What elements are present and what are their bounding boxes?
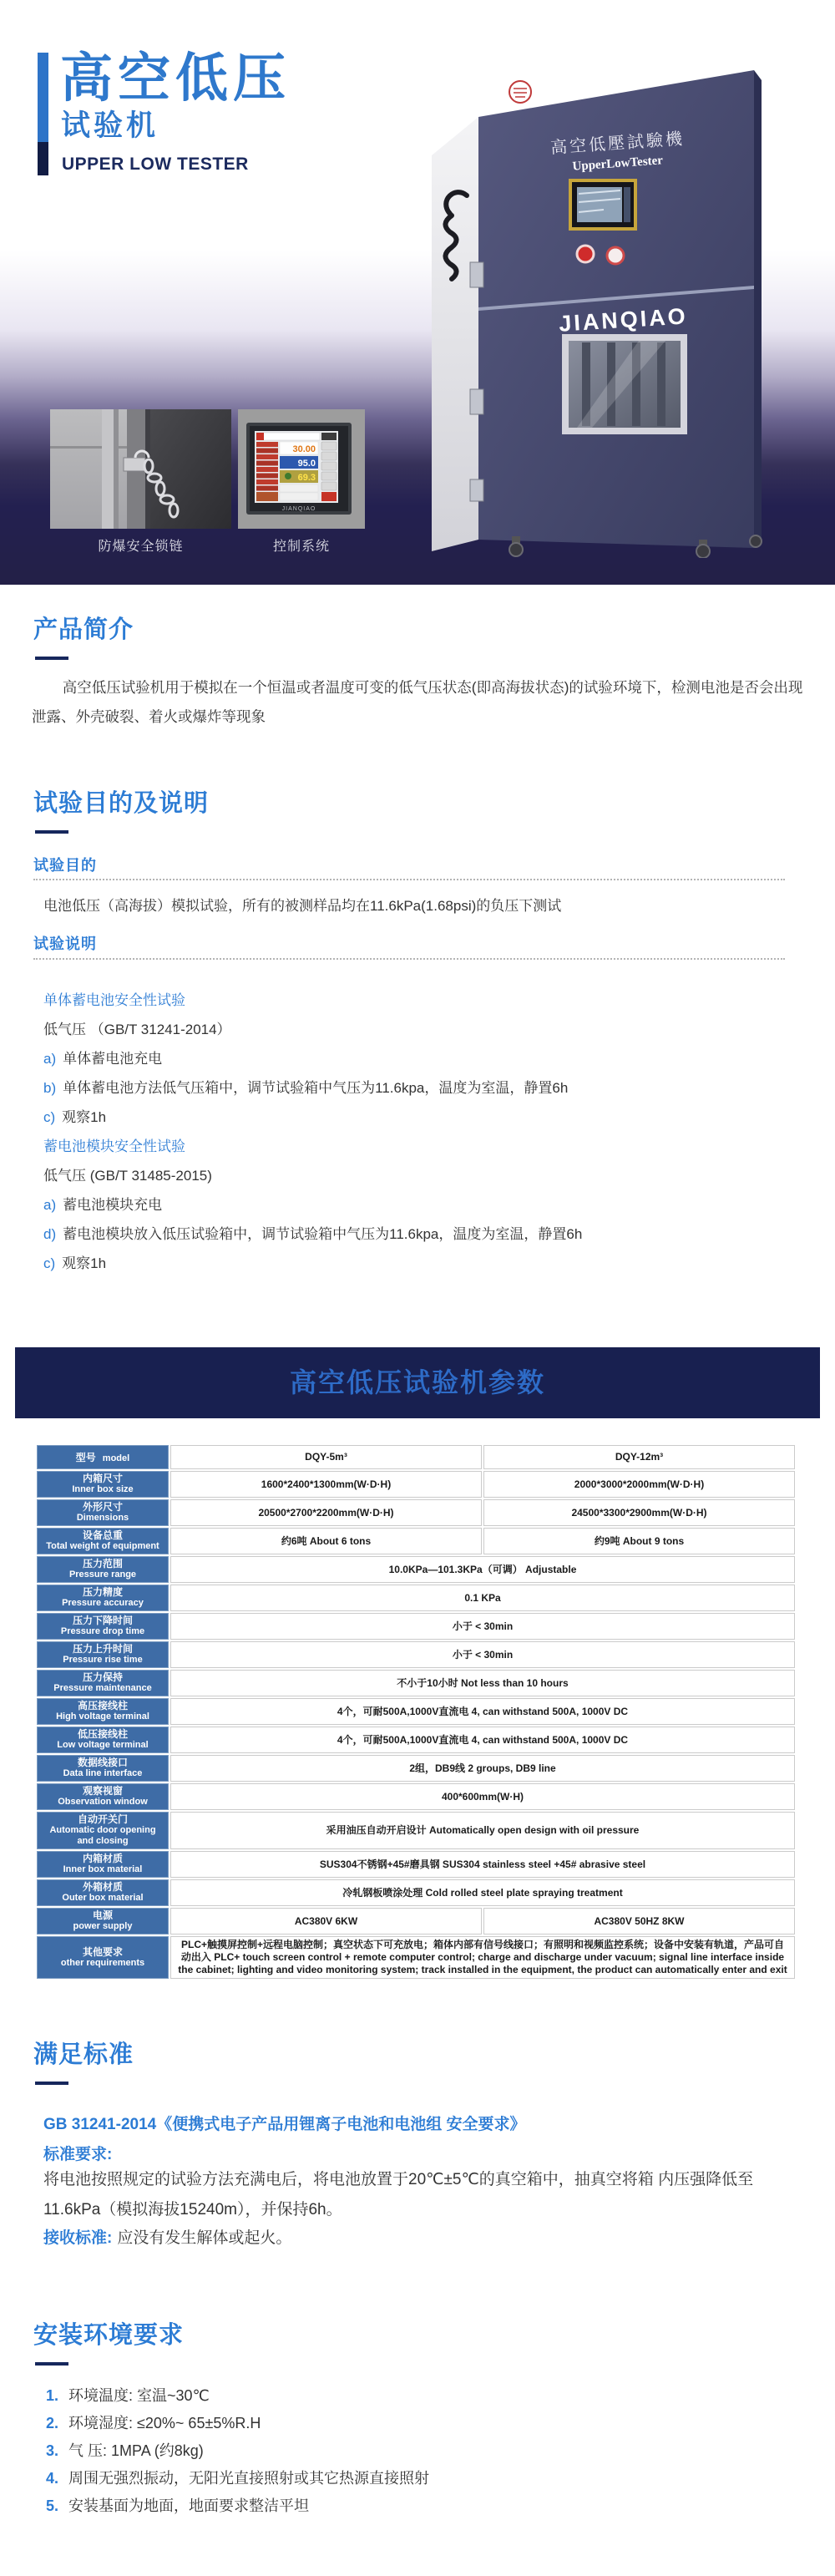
param-label-en: Total weight of equipment bbox=[46, 1541, 159, 1551]
param-label-cn: 压力保持 bbox=[82, 1671, 123, 1683]
install-item bbox=[46, 2437, 797, 2465]
param-value: 1600*2400*1300mm(W·D·H) bbox=[170, 1471, 482, 1498]
param-row bbox=[37, 1879, 795, 1906]
install-item bbox=[46, 2382, 797, 2410]
param-label bbox=[37, 1727, 169, 1753]
machine-label-en: UpperLowTester bbox=[571, 154, 664, 174]
param-label bbox=[37, 1528, 169, 1554]
param-value: AC380V 50HZ 8KW bbox=[483, 1908, 795, 1935]
hinge-photo-strip-dark bbox=[114, 409, 119, 529]
param-label-cn: 设备总重 bbox=[82, 1529, 123, 1541]
param-label-en: Outer box material bbox=[62, 1893, 144, 1903]
param-value: 24500*3300*2900mm(W·D·H) bbox=[483, 1499, 795, 1526]
test-item bbox=[43, 1220, 795, 1249]
param-label bbox=[37, 1556, 169, 1583]
param-label-cn: 其他要求 bbox=[82, 1945, 123, 1958]
test-item-prefix: b) bbox=[43, 1080, 57, 1096]
test-purpose-rule bbox=[33, 879, 785, 880]
test-purpose-label: 试验目的 bbox=[33, 857, 97, 874]
param-value: AC380V 6KW bbox=[170, 1908, 482, 1935]
machine-seal-marks bbox=[514, 89, 527, 97]
machine-caster-3 bbox=[750, 535, 762, 547]
param-row bbox=[37, 1755, 795, 1782]
test-item bbox=[43, 1073, 795, 1103]
page-title-en: UPPER LOW TESTER bbox=[62, 155, 249, 174]
param-label-en: Observation window bbox=[58, 1797, 148, 1807]
standards-heading: 满足标准 bbox=[33, 2041, 134, 2068]
param-label-cn: 压力下降时间 bbox=[72, 1615, 133, 1626]
intro-heading: 产品简介 bbox=[33, 616, 134, 643]
param-value: 20500*2700*2200mm(W·D·H) bbox=[170, 1499, 482, 1526]
test-item bbox=[43, 1190, 795, 1220]
title-accent-bar-blue bbox=[38, 53, 48, 142]
param-value: 采用油压自动开启设计 Automatically open design with oil pressure bbox=[170, 1812, 795, 1849]
param-value: 约6吨 About 6 tons bbox=[170, 1528, 482, 1554]
controller-photo bbox=[238, 409, 365, 529]
param-value: 10.0KPa—101.3KPa（可调） Adjustable bbox=[170, 1556, 795, 1583]
param-row bbox=[37, 1445, 795, 1469]
test-item-text: 单体蓄电池方法低气压箱中，调节试验箱中气压为11.6kpa，温度为室温，静置6h bbox=[63, 1080, 569, 1096]
install-item-number: 3. bbox=[46, 2442, 59, 2459]
test-item-text: 蓄电池模块充电 bbox=[63, 1197, 163, 1213]
install-item bbox=[46, 2410, 797, 2437]
param-row bbox=[37, 1471, 795, 1498]
test-item-text: 蓄电池模块安全性试验 bbox=[43, 1138, 185, 1154]
standards-heading-rule bbox=[35, 2082, 68, 2085]
param-label bbox=[37, 1445, 169, 1469]
param-label-en: Inner box size bbox=[72, 1484, 134, 1494]
param-label bbox=[37, 1936, 169, 1979]
param-label-en: Pressure rise time bbox=[63, 1655, 143, 1665]
param-row bbox=[37, 1585, 795, 1611]
param-label-cn: 型号 bbox=[75, 1451, 96, 1463]
hinge-photo-caption: 防爆安全锁链 bbox=[98, 540, 184, 554]
param-value: 约9吨 About 9 tons bbox=[483, 1528, 795, 1554]
test-item-prefix: c) bbox=[43, 1255, 56, 1271]
param-row bbox=[37, 1528, 795, 1554]
install-item-text: 安装基面为地面，地面要求整洁平坦 bbox=[68, 2497, 310, 2514]
param-label bbox=[37, 1908, 169, 1935]
param-row bbox=[37, 1908, 795, 1935]
param-label-en: Pressure range bbox=[68, 1569, 137, 1580]
param-label-en: High voltage terminal bbox=[56, 1711, 149, 1722]
param-label-en: Automatic door opening and closing bbox=[49, 1825, 156, 1846]
test-item-prefix: a) bbox=[43, 1051, 57, 1067]
test-heading: 试验目的及说明 bbox=[33, 790, 210, 817]
test-item-text: 低气压 (GB/T 31485-2015) bbox=[43, 1168, 212, 1184]
standard-acceptance-text: 应没有发生解体或起火。 bbox=[117, 2229, 292, 2247]
test-item bbox=[43, 986, 795, 1015]
param-label-cn: 压力范围 bbox=[82, 1558, 123, 1569]
test-desc-label: 试验说明 bbox=[33, 936, 97, 952]
param-label bbox=[37, 1613, 169, 1640]
param-row bbox=[37, 1499, 795, 1526]
param-row bbox=[37, 1727, 795, 1753]
param-label-cn: 内箱尺寸 bbox=[82, 1473, 123, 1484]
hinge-bracket bbox=[124, 458, 145, 471]
machine-label-cn: 高空低壓試驗機 bbox=[549, 129, 686, 158]
install-item-text: 气 压: 1MPA (约8kg) bbox=[68, 2442, 204, 2459]
param-label-cn: 低压接线柱 bbox=[77, 1728, 128, 1740]
param-label bbox=[37, 1783, 169, 1810]
install-item-text: 周围无强烈振动，无阳光直接照射或其它热源直接照射 bbox=[68, 2470, 430, 2487]
standard-acceptance-line bbox=[43, 2225, 291, 2248]
test-item-prefix: d) bbox=[43, 1226, 57, 1242]
param-label-en: other requirements bbox=[60, 1957, 145, 1968]
param-value: 冷轧钢板喷涂处理 Cold rolled steel plate spraying treatment bbox=[170, 1879, 795, 1906]
param-row bbox=[37, 1641, 795, 1668]
param-label bbox=[37, 1585, 169, 1611]
page-title: 高空低压 bbox=[60, 49, 291, 108]
controller-tree-icon bbox=[285, 473, 291, 479]
param-value: PLC+触摸屏控制+远程电脑控制；真空状态下可充放电；箱体内部有信号线接口；有照明和视频监控系统；设备中安装有轨道，产品可自动出入 PLC+ touch screen control + remote computer control; charge and discharge under vacuum; signal line interface inside the cabinet; lighting and video monitoring system; track installed in the equipment, the product can automatically enter and exit bbox=[170, 1936, 795, 1979]
controller-side-buttons bbox=[321, 442, 337, 490]
test-items bbox=[43, 986, 795, 1278]
machine-photo bbox=[422, 15, 806, 558]
param-value: 400*600mm(W·H) bbox=[170, 1783, 795, 1810]
machine-right-edge bbox=[754, 70, 762, 548]
param-label-en: Low voltage terminal bbox=[57, 1740, 149, 1750]
controller-row-extra-2 bbox=[280, 493, 318, 500]
controller-titlebar-tag bbox=[256, 433, 264, 440]
param-label-cn: 压力精度 bbox=[82, 1586, 123, 1598]
param-label-cn: 压力上升时间 bbox=[72, 1643, 133, 1655]
param-label-cn: 观察视窗 bbox=[82, 1785, 123, 1797]
params-table bbox=[35, 1443, 797, 1980]
intro-paragraph: 高空低压试验机用于模拟在一个恒温或者温度可变的低气压状态(即高海拔状态)的试验环境下，检测电池是否会出现泄露、外壳破裂、着火或爆炸等现象 bbox=[32, 679, 803, 725]
test-item bbox=[43, 1015, 795, 1044]
test-item-text: 蓄电池模块放入低压试验箱中，调节试验箱中气压为11.6kpa，温度为室温，静置6h bbox=[63, 1226, 583, 1242]
machine-window-rack-4 bbox=[657, 342, 665, 426]
param-label-en: Pressure maintenance bbox=[53, 1683, 152, 1693]
hero-section bbox=[0, 0, 835, 585]
param-label-en: Pressure drop time bbox=[60, 1626, 145, 1636]
machine-brand: JIANQIAO bbox=[558, 303, 689, 337]
param-value: 小于 < 30min bbox=[170, 1613, 795, 1640]
install-heading-rule bbox=[35, 2362, 68, 2366]
install-item-number: 4. bbox=[46, 2470, 59, 2487]
param-row bbox=[37, 1812, 795, 1849]
machine-hinge-3 bbox=[470, 479, 483, 501]
param-label-cn: 高压接线柱 bbox=[77, 1700, 128, 1711]
param-label-en: power supply bbox=[73, 1921, 133, 1931]
standard-acceptance-label: 接收标准: bbox=[43, 2229, 113, 2247]
machine-hinge-1 bbox=[470, 262, 483, 287]
controller-pressure-value: 69.3 bbox=[297, 473, 316, 483]
test-item-text: 低气压 （GB/T 31241-2014） bbox=[43, 1022, 231, 1037]
controller-menu-rows bbox=[256, 442, 278, 501]
param-value: 小于 < 30min bbox=[170, 1641, 795, 1668]
install-item-text: 环境湿度: ≤20%~ 65±5%R.H bbox=[68, 2415, 261, 2431]
intro-heading-rule bbox=[35, 657, 68, 660]
param-value: 4个，可耐500A,1000V直流电 4, can withstand 500A, 1000V DC bbox=[170, 1727, 795, 1753]
standard-requirement-text: 将电池按照规定的试验方法充满电后，将电池放置于20℃±5℃的真空箱中，抽真空将箱 内压强降低至11.6kPa（模拟海拔15240m），并保持6h。 bbox=[43, 2171, 754, 2219]
install-heading: 安装环境要求 bbox=[33, 2322, 185, 2349]
param-label bbox=[37, 1641, 169, 1668]
page-subtitle: 试验机 bbox=[61, 109, 159, 142]
controller-row-extra-1 bbox=[280, 484, 318, 492]
controller-titlebar bbox=[256, 433, 320, 440]
param-value: 2000*3000*2000mm(W·D·H) bbox=[483, 1471, 795, 1498]
test-item-text: 单体蓄电池安全性试验 bbox=[43, 992, 185, 1008]
hinge-photo-door bbox=[150, 409, 231, 529]
param-label-en: model bbox=[102, 1453, 130, 1463]
test-item bbox=[43, 1044, 795, 1073]
param-label-cn: 数据线接口 bbox=[77, 1757, 128, 1768]
machine-button-red bbox=[577, 246, 594, 262]
param-value: DQY-5m³ bbox=[170, 1445, 482, 1469]
install-items bbox=[46, 2382, 797, 2520]
param-label-en: Data line interface bbox=[63, 1768, 143, 1778]
params-banner: 高空低压试验机参数 bbox=[15, 1347, 820, 1418]
param-label-cn: 自动开关门 bbox=[77, 1813, 128, 1825]
title-accent-bar-navy bbox=[38, 142, 48, 175]
test-desc-rule bbox=[33, 958, 785, 960]
param-label bbox=[37, 1851, 169, 1878]
param-row bbox=[37, 1556, 795, 1583]
install-item-number: 5. bbox=[46, 2497, 59, 2514]
test-item bbox=[43, 1249, 795, 1278]
test-item-text: 观察1h bbox=[62, 1255, 107, 1271]
param-label-cn: 外箱材质 bbox=[82, 1881, 123, 1893]
install-item bbox=[46, 2492, 797, 2520]
param-row bbox=[37, 1670, 795, 1696]
test-item-prefix: a) bbox=[43, 1197, 57, 1213]
machine-seal-icon bbox=[509, 81, 531, 103]
install-item-text: 环境温度: 室温~30℃ bbox=[68, 2387, 210, 2404]
param-label-en: Inner box material bbox=[63, 1864, 143, 1874]
test-purpose-text: 电池低压（高海拔）模拟试验，所有的被测样品均在11.6kPa(1.68psi)的负压下测试 bbox=[43, 898, 562, 914]
test-item-text: 观察1h bbox=[62, 1109, 107, 1125]
hinge-photo bbox=[50, 409, 231, 529]
test-item bbox=[43, 1132, 795, 1161]
param-label bbox=[37, 1499, 169, 1526]
param-label bbox=[37, 1879, 169, 1906]
standard-requirement-label: 标准要求: bbox=[43, 2146, 113, 2163]
test-item bbox=[43, 1103, 795, 1132]
param-label-en: Dimensions bbox=[76, 1513, 129, 1523]
standard-title: GB 31241-2014《便携式电子产品用锂离子电池和电池组 安全要求》 bbox=[43, 2116, 526, 2133]
param-value: 不小于10小时 Not less than 10 hours bbox=[170, 1670, 795, 1696]
param-value: 0.1 KPa bbox=[170, 1585, 795, 1611]
param-row bbox=[37, 1698, 795, 1725]
params-table-body bbox=[37, 1445, 795, 1979]
machine-button-white bbox=[607, 247, 624, 264]
controller-brand: JIANQIAO bbox=[281, 506, 316, 512]
install-item-number: 2. bbox=[46, 2415, 59, 2431]
param-value: 4个，可耐500A,1000V直流电 4, can withstand 500A, 1000V DC bbox=[170, 1698, 795, 1725]
param-value: 2组，DB9线 2 groups, DB9 line bbox=[170, 1755, 795, 1782]
controller-humidity-value: 95.0 bbox=[297, 459, 316, 469]
param-label-cn: 内箱材质 bbox=[82, 1853, 123, 1864]
param-label-en: Pressure accuracy bbox=[62, 1598, 144, 1608]
param-value: DQY-12m³ bbox=[483, 1445, 795, 1469]
param-row bbox=[37, 1783, 795, 1810]
controller-temp-value: 30.00 bbox=[292, 444, 316, 454]
test-item bbox=[43, 1161, 795, 1190]
param-label bbox=[37, 1812, 169, 1849]
machine-hinge-2 bbox=[470, 389, 483, 414]
controller-stop-button bbox=[321, 492, 337, 501]
machine-caster-2 bbox=[696, 545, 710, 558]
test-heading-rule bbox=[35, 830, 68, 834]
param-label bbox=[37, 1670, 169, 1696]
controller-photo-caption: 控制系统 bbox=[272, 540, 330, 554]
controller-titlebar-btn bbox=[321, 433, 337, 440]
param-label bbox=[37, 1471, 169, 1498]
machine-caster-1 bbox=[509, 543, 523, 556]
param-label bbox=[37, 1755, 169, 1782]
machine-screen-sidebar bbox=[624, 187, 630, 222]
param-value: SUS304不锈钢+45#磨具钢 SUS304 stainless steel +45# abrasive steel bbox=[170, 1851, 795, 1878]
param-row bbox=[37, 1613, 795, 1640]
test-item-text: 单体蓄电池充电 bbox=[63, 1051, 163, 1067]
test-item-prefix: c) bbox=[43, 1109, 56, 1125]
hinge-photo-strip-light bbox=[102, 409, 114, 529]
param-row bbox=[37, 1936, 795, 1979]
param-label-cn: 电源 bbox=[92, 1909, 113, 1921]
param-row bbox=[37, 1851, 795, 1878]
param-label bbox=[37, 1698, 169, 1725]
param-label-cn: 外形尺寸 bbox=[82, 1501, 123, 1513]
install-item bbox=[46, 2465, 797, 2492]
install-item-number: 1. bbox=[46, 2387, 59, 2404]
